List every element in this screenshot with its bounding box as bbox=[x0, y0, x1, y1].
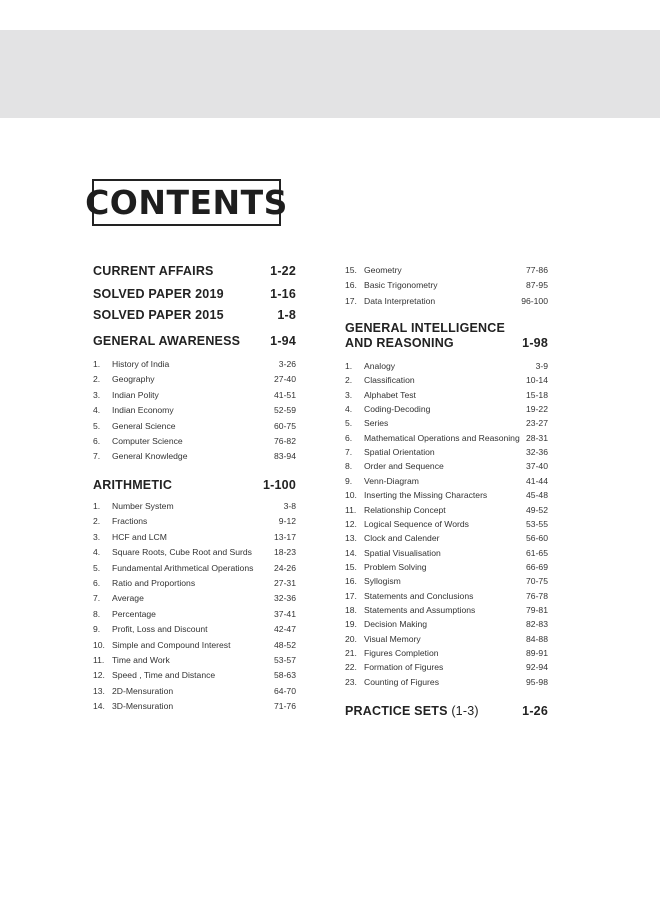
toc-item-label: HCF and LCM bbox=[112, 531, 167, 542]
toc-item[interactable] bbox=[345, 361, 548, 371]
toc-item-label: Formation of Figures bbox=[364, 662, 444, 673]
toc-item-label: Data Interpretation bbox=[364, 295, 436, 306]
toc-item[interactable] bbox=[345, 433, 548, 443]
toc-item-number: 19. bbox=[345, 619, 357, 630]
toc-item-number: 12. bbox=[345, 518, 357, 529]
toc-item-label: Counting of Figures bbox=[364, 676, 439, 687]
toc-item[interactable] bbox=[93, 374, 296, 384]
section-pages: 1-16 bbox=[270, 287, 296, 301]
toc-item-label: Alphabet Test bbox=[364, 389, 416, 400]
toc-item-pages: 42-47 bbox=[274, 624, 296, 635]
toc-item-pages: 66-69 bbox=[526, 561, 548, 572]
toc-item[interactable] bbox=[93, 640, 296, 650]
toc-item-pages: 87-95 bbox=[526, 280, 548, 291]
toc-item-number: 5. bbox=[93, 562, 101, 573]
toc-item-number: 4. bbox=[93, 547, 101, 558]
section-pages: 1-26 bbox=[522, 704, 548, 718]
toc-item-label: Profit, Loss and Discount bbox=[112, 624, 208, 635]
toc-item-number: 14. bbox=[345, 547, 357, 558]
toc-item-number: 1. bbox=[93, 501, 101, 511]
toc-item[interactable] bbox=[93, 547, 296, 557]
toc-item-label: Syllogism bbox=[364, 576, 401, 587]
header-band bbox=[0, 30, 660, 118]
toc-item-number: 10. bbox=[93, 639, 105, 650]
toc-item-label: Simple and Compound Interest bbox=[112, 639, 231, 650]
toc-item-label: Square Roots, Cube Root and Surds bbox=[112, 547, 252, 558]
section-pages: 1-98 bbox=[522, 336, 548, 350]
toc-item[interactable] bbox=[345, 634, 548, 644]
toc-item-pages: 53-57 bbox=[274, 655, 296, 665]
toc-item-label: Spatial Visualisation bbox=[364, 547, 441, 558]
toc-item[interactable] bbox=[345, 605, 548, 615]
toc-item-label: 2D-Mensuration bbox=[112, 685, 174, 696]
toc-section-practice-sets[interactable] bbox=[345, 704, 548, 718]
toc-section-current-affairs[interactable] bbox=[93, 264, 296, 278]
toc-item-label: Mathematical Operations and Reasoning bbox=[364, 432, 520, 443]
toc-item[interactable] bbox=[93, 686, 296, 696]
toc-item[interactable] bbox=[93, 624, 296, 634]
toc-item-pages: 45-48 bbox=[526, 490, 548, 501]
toc-item[interactable] bbox=[345, 404, 548, 414]
toc-item-number: 9. bbox=[345, 475, 353, 486]
toc-item-number: 5. bbox=[345, 418, 353, 429]
toc-item-number: 21. bbox=[345, 648, 357, 658]
toc-item-label: Series bbox=[364, 418, 389, 429]
toc-item-number: 16. bbox=[345, 280, 357, 291]
toc-item-number: 14. bbox=[93, 701, 105, 712]
toc-item-pages: 89-91 bbox=[526, 648, 548, 658]
toc-item-label: Clock and Calender bbox=[364, 533, 440, 544]
toc-item-pages: 58-63 bbox=[274, 670, 296, 681]
toc-item-pages: 41-51 bbox=[274, 389, 296, 400]
toc-item-number: 17. bbox=[345, 295, 357, 306]
toc-item[interactable] bbox=[345, 677, 548, 687]
toc-item-pages: 79-81 bbox=[526, 605, 548, 615]
toc-item-pages: 64-70 bbox=[274, 685, 296, 696]
toc-item-pages: 83-94 bbox=[274, 451, 296, 462]
toc-item[interactable] bbox=[93, 436, 296, 446]
toc-item-number: 2. bbox=[345, 375, 353, 386]
toc-item-pages: 13-17 bbox=[274, 531, 296, 542]
toc-item[interactable] bbox=[93, 359, 296, 369]
toc-item-number: 4. bbox=[345, 404, 353, 415]
toc-item-number: 11. bbox=[93, 655, 105, 665]
toc-item-pages: 18-23 bbox=[274, 547, 296, 558]
toc-item-label: Geometry bbox=[364, 265, 402, 275]
toc-item-number: 1. bbox=[345, 361, 353, 371]
toc-item[interactable] bbox=[345, 619, 548, 629]
toc-item-label: Analogy bbox=[364, 361, 396, 371]
toc-item-pages: 27-40 bbox=[274, 374, 296, 385]
toc-item-number: 10. bbox=[345, 490, 357, 501]
toc-item[interactable] bbox=[345, 533, 548, 543]
toc-item[interactable] bbox=[345, 562, 548, 572]
section-pages: 1-8 bbox=[277, 308, 296, 322]
toc-item-label: Venn-Diagram bbox=[364, 475, 419, 486]
section-title-line2: AND REASONING bbox=[345, 336, 454, 350]
toc-item[interactable] bbox=[345, 648, 548, 658]
toc-item-pages: 9-12 bbox=[278, 516, 296, 527]
toc-item-pages: 70-75 bbox=[526, 576, 548, 587]
toc-item[interactable] bbox=[345, 519, 548, 529]
section-pages: 1-100 bbox=[263, 478, 296, 492]
toc-item-label: Inserting the Missing Characters bbox=[364, 490, 488, 501]
toc-item-label: Geography bbox=[112, 374, 155, 385]
section-pages: 1-22 bbox=[270, 264, 296, 278]
toc-item[interactable] bbox=[345, 265, 548, 275]
toc-item-label: Coding-Decoding bbox=[364, 404, 431, 415]
toc-item[interactable] bbox=[345, 476, 548, 486]
toc-item-label: General Knowledge bbox=[112, 451, 188, 462]
toc-item-label: Indian Economy bbox=[112, 405, 174, 416]
toc-item[interactable] bbox=[345, 296, 548, 306]
toc-section-solved-paper-2019[interactable] bbox=[93, 287, 296, 301]
toc-item-label: Logical Sequence of Words bbox=[364, 518, 469, 529]
toc-item[interactable] bbox=[345, 505, 548, 515]
toc-item-pages: 15-18 bbox=[526, 389, 548, 400]
toc-item[interactable] bbox=[93, 670, 296, 680]
toc-item-pages: 3-9 bbox=[535, 361, 548, 371]
toc-item-label: Indian Polity bbox=[112, 389, 159, 400]
toc-item-number: 15. bbox=[345, 561, 357, 572]
section-title: PRACTICE SETS bbox=[345, 704, 448, 718]
toc-item-number: 9. bbox=[93, 624, 101, 635]
toc-item-number: 3. bbox=[93, 531, 101, 542]
toc-item-label: Percentage bbox=[112, 608, 156, 619]
section-pages: 1-94 bbox=[270, 334, 296, 348]
toc-item-label: Computer Science bbox=[112, 436, 183, 446]
toc-item-label: Fundamental Arithmetical Operations bbox=[112, 562, 254, 573]
toc-item-label: Number System bbox=[112, 501, 174, 511]
toc-item-label: History of India bbox=[112, 359, 170, 369]
toc-item-number: 13. bbox=[93, 685, 105, 696]
toc-item-pages: 96-100 bbox=[521, 295, 548, 306]
toc-item-label: 3D-Mensuration bbox=[112, 701, 174, 712]
toc-item-pages: 3-8 bbox=[283, 501, 296, 511]
toc-item-label: Time and Work bbox=[112, 655, 170, 665]
toc-item-label: Classification bbox=[364, 375, 415, 386]
toc-item[interactable] bbox=[345, 375, 548, 385]
toc-item[interactable] bbox=[345, 591, 548, 601]
toc-item-number: 4. bbox=[93, 405, 101, 416]
toc-item[interactable] bbox=[345, 418, 548, 428]
toc-item[interactable] bbox=[345, 447, 548, 457]
section-title: GENERAL AWARENESS bbox=[93, 334, 241, 348]
toc-item-number: 6. bbox=[345, 432, 353, 443]
toc-item-pages: 24-26 bbox=[274, 562, 296, 573]
toc-item-label: Order and Sequence bbox=[364, 461, 444, 472]
toc-item-number: 3. bbox=[345, 389, 353, 400]
toc-item-pages: 49-52 bbox=[526, 504, 548, 515]
toc-section-general-awareness[interactable] bbox=[93, 334, 296, 348]
toc-item-number: 6. bbox=[93, 436, 101, 446]
toc-item-number: 12. bbox=[93, 670, 105, 681]
toc-item[interactable] bbox=[345, 662, 548, 672]
toc-item-pages: 71-76 bbox=[274, 701, 296, 712]
section-title-line1: GENERAL INTELLIGENCE bbox=[345, 321, 506, 335]
toc-item-pages: 32-36 bbox=[274, 593, 296, 604]
toc-item-pages: 82-83 bbox=[526, 619, 548, 630]
toc-item-pages: 10-14 bbox=[526, 375, 548, 386]
section-title: CURRENT AFFAIRS bbox=[93, 264, 214, 278]
page-title: CONTENTS bbox=[92, 179, 281, 226]
toc-item-number: 5. bbox=[93, 420, 101, 431]
toc-section-solved-paper-2015[interactable] bbox=[93, 308, 296, 322]
toc-item-number: 8. bbox=[345, 461, 353, 472]
toc-item-pages: 76-78 bbox=[526, 590, 548, 601]
toc-item-label: Statements and Conclusions bbox=[364, 590, 474, 601]
toc-item[interactable] bbox=[93, 701, 296, 711]
toc-item-pages: 3-26 bbox=[278, 359, 296, 369]
toc-item-pages: 92-94 bbox=[526, 662, 548, 673]
toc-item[interactable] bbox=[93, 516, 296, 526]
toc-item-pages: 84-88 bbox=[526, 633, 548, 644]
toc-item[interactable] bbox=[345, 461, 548, 471]
toc-item-number: 8. bbox=[93, 608, 101, 619]
toc-item[interactable] bbox=[93, 421, 296, 431]
toc-item-label: Relationship Concept bbox=[364, 504, 446, 515]
toc-item-number: 2. bbox=[93, 374, 101, 385]
toc-item[interactable] bbox=[345, 576, 548, 586]
section-note: (1-3) bbox=[451, 704, 479, 718]
toc-item-number: 11. bbox=[345, 504, 357, 515]
toc-item-number: 18. bbox=[345, 605, 357, 615]
toc-item-pages: 95-98 bbox=[526, 676, 548, 687]
toc-item-number: 17. bbox=[345, 590, 357, 601]
toc-item-label: Average bbox=[112, 593, 144, 604]
toc-item-pages: 61-65 bbox=[526, 547, 548, 558]
toc-item[interactable] bbox=[345, 280, 548, 290]
toc-item[interactable] bbox=[93, 405, 296, 415]
toc-item-number: 3. bbox=[93, 389, 101, 400]
toc-item-pages: 23-27 bbox=[526, 418, 548, 429]
toc-item-number: 15. bbox=[345, 265, 357, 275]
toc-item-pages: 41-44 bbox=[526, 475, 548, 486]
toc-item[interactable] bbox=[93, 532, 296, 542]
toc-item[interactable] bbox=[345, 548, 548, 558]
section-title: SOLVED PAPER 2019 bbox=[93, 287, 224, 301]
toc-item-label: Statements and Assumptions bbox=[364, 605, 476, 615]
toc-item-label: Visual Memory bbox=[364, 633, 421, 644]
toc-item-number: 7. bbox=[93, 451, 101, 462]
toc-item-label: Speed , Time and Distance bbox=[112, 670, 216, 681]
toc-item[interactable] bbox=[93, 578, 296, 588]
toc-item-number: 2. bbox=[93, 516, 101, 527]
toc-item[interactable] bbox=[93, 501, 296, 511]
toc-item-pages: 76-82 bbox=[274, 436, 296, 446]
toc-item-label: Problem Solving bbox=[364, 561, 427, 572]
toc-item[interactable] bbox=[93, 593, 296, 603]
toc-item-label: Fractions bbox=[112, 516, 148, 527]
toc-item-number: 6. bbox=[93, 578, 101, 588]
toc-item-number: 1. bbox=[93, 359, 101, 369]
toc-item[interactable] bbox=[93, 655, 296, 665]
section-title: SOLVED PAPER 2015 bbox=[93, 308, 224, 322]
toc-item[interactable] bbox=[345, 490, 548, 500]
toc-item-pages: 53-55 bbox=[526, 518, 548, 529]
toc-item-label: General Science bbox=[112, 420, 176, 431]
toc-section-general-intelligence[interactable] bbox=[345, 321, 548, 350]
section-title: ARITHMETIC bbox=[93, 478, 173, 492]
toc-item[interactable] bbox=[93, 451, 296, 461]
toc-item-pages: 27-31 bbox=[274, 578, 296, 588]
toc-item-pages: 32-36 bbox=[526, 447, 548, 458]
toc-item-pages: 77-86 bbox=[526, 265, 548, 275]
toc-item-pages: 37-40 bbox=[526, 461, 548, 472]
toc-item[interactable] bbox=[345, 390, 548, 400]
toc-item-pages: 37-41 bbox=[274, 608, 296, 619]
toc-item-label: Basic Trigonometry bbox=[364, 280, 438, 291]
toc-item-pages: 48-52 bbox=[274, 639, 296, 650]
toc-item-number: 23. bbox=[345, 676, 357, 687]
toc-item-pages: 52-59 bbox=[274, 405, 296, 416]
toc-item-label: Ratio and Proportions bbox=[112, 578, 196, 588]
toc-item-pages: 56-60 bbox=[526, 533, 548, 544]
toc-item-label: Figures Completion bbox=[364, 648, 439, 658]
toc-item-number: 7. bbox=[345, 447, 353, 458]
toc-item[interactable] bbox=[93, 563, 296, 573]
toc-item-label: Spatial Orientation bbox=[364, 447, 435, 458]
toc-item-number: 7. bbox=[93, 593, 101, 604]
toc-item-pages: 60-75 bbox=[274, 420, 296, 431]
toc-item[interactable] bbox=[93, 609, 296, 619]
toc-item-pages: 28-31 bbox=[526, 432, 548, 443]
toc-item-pages: 19-22 bbox=[526, 404, 548, 415]
toc-item[interactable] bbox=[93, 390, 296, 400]
toc-item-label: Decision Making bbox=[364, 619, 428, 630]
toc-item-number: 13. bbox=[345, 533, 357, 544]
toc-item-number: 16. bbox=[345, 576, 357, 587]
toc-item-number: 22. bbox=[345, 662, 357, 673]
toc-section-arithmetic[interactable] bbox=[93, 478, 296, 492]
toc-item-number: 20. bbox=[345, 633, 357, 644]
